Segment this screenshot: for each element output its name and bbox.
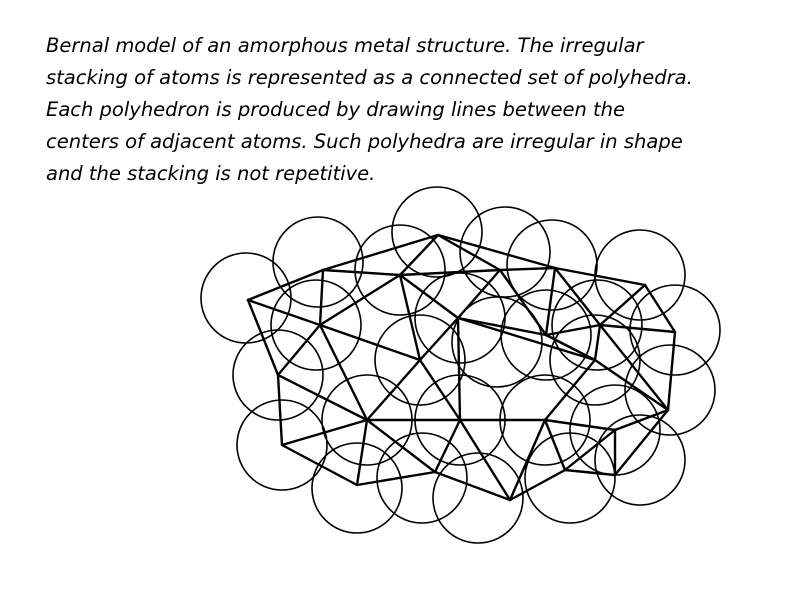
polyhedron-edge [565, 430, 615, 470]
polyhedron-edge [278, 375, 282, 445]
polyhedron-edge [510, 470, 565, 500]
polyhedron-edge [510, 420, 545, 500]
polyhedron-edge [545, 360, 595, 420]
polyhedron-edge [546, 325, 600, 335]
caption-line-2: stacking of atoms is represented as a connected set of polyhedra. [46, 66, 693, 89]
atom [460, 207, 550, 297]
polyhedron-edge [320, 270, 323, 325]
polyhedron-edge [435, 472, 510, 500]
polyhedron-edge [248, 270, 323, 300]
atom [271, 280, 361, 370]
polyhedron-edge [565, 470, 615, 475]
polyhedron-edge [555, 268, 645, 285]
atom [355, 225, 445, 315]
caption-line-1: Bernal model of an amorphous metal structure. The irregular [46, 34, 644, 57]
atom [525, 433, 615, 523]
polyhedron-edge [500, 270, 546, 335]
polyhedron-edge [668, 332, 675, 410]
polyhedron-edge [546, 268, 555, 335]
polyhedron-edge [595, 325, 600, 360]
polyhedron-edge [282, 445, 357, 485]
polyhedron-edge [458, 318, 460, 420]
atom [595, 230, 685, 320]
polyhedron-edge [357, 472, 435, 485]
polyhedron-edge [367, 360, 420, 420]
polyhedron-edge [357, 420, 367, 485]
caption-line-4: centers of adjacent atoms. Such polyhedra are irregular in shape [46, 130, 683, 153]
polyhedron-edge [438, 235, 555, 268]
polyhedron-edge [545, 420, 565, 470]
polyhedron-edge [600, 325, 675, 332]
caption-line-5: and the stacking is not repetitive. [46, 162, 376, 185]
polyhedron-edge [282, 420, 367, 445]
caption-line-3: Each polyhedron is produced by drawing lines between the [46, 98, 626, 121]
polyhedron-edge [545, 420, 615, 430]
atom [312, 443, 402, 533]
polyhedron-edge [458, 318, 595, 360]
atom [392, 187, 482, 277]
